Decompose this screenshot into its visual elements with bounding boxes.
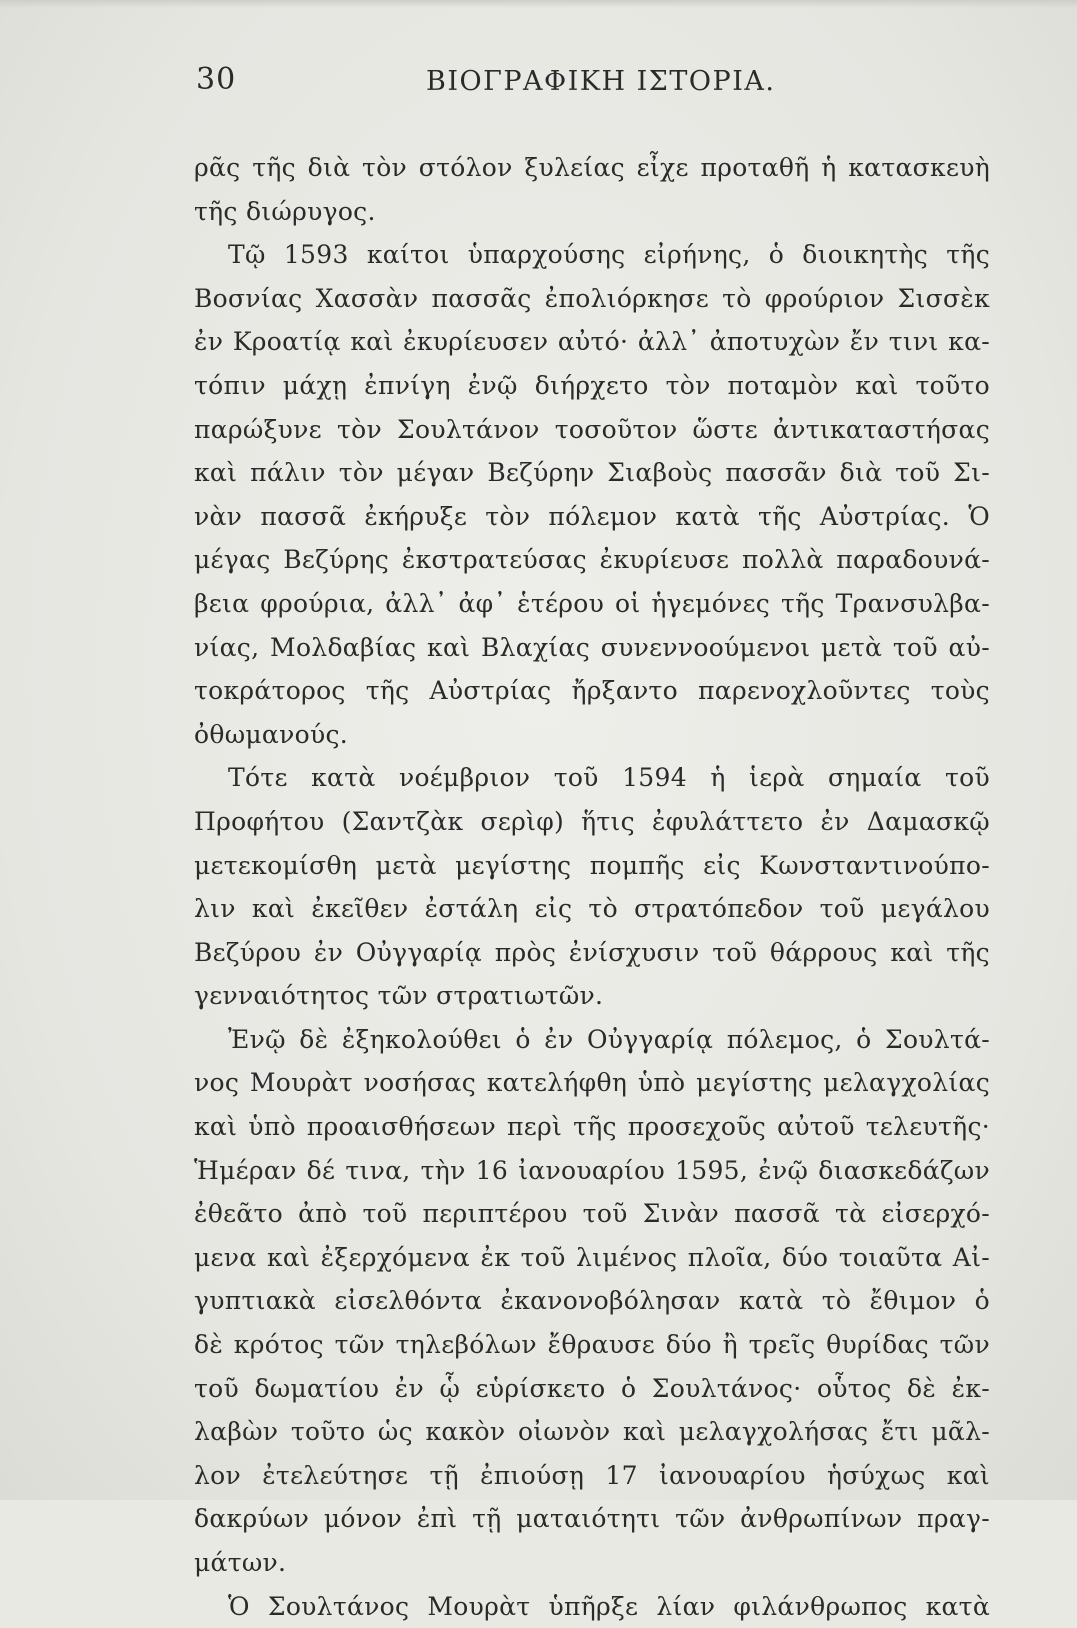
body-text [194,146,990,1628]
text-line: γενναιότητος τῶν στρατιωτῶν. [194,981,604,1011]
text-line: Τῷ 1593 καίτοι ὑπαρχούσης εἰρήνης, ὁ διοικητὴς τῆς [228,240,990,270]
text-line: μετεκομίσθη μετὰ μεγίστης πομπῆς εἰς Κωνσταντινούπο- [194,850,990,880]
text-line: δακρύων μόνον ἐπὶ τῇ ματαιότητι τῶν ἀνθρωπίνων πραγ- [194,1504,990,1534]
text-line: ἐν Κροατίᾳ καὶ ἐκυρίευσεν αὐτό· ἀλλ᾽ ἀποτυχὼν ἔν τινι κα- [194,327,990,357]
text-line: Ἡμέραν δέ τινα, τὴν 16 ἰανουαρίου 1595, ἐνῷ διασκεδάζων [194,1155,990,1185]
text-line: Βεζύρου ἐν Οὐγγαρίᾳ πρὸς ἐνίσχυσιν τοῦ θάρρους καὶ τῆς [194,937,990,967]
text-line: μέγας Βεζύρης ἐκστρατεύσας ἐκυρίευσε πολλὰ παραδουνά- [194,545,990,575]
text-line: λαβὼν τοῦτο ὡς κακὸν οἰωνὸν καὶ μελαγχολήσας ἔτι μᾶλ- [194,1417,990,1447]
text-line: λιν καὶ ἐκεῖθεν ἐστάλη εἰς τὸ στρατόπεδον τοῦ μεγάλου [194,894,990,924]
text-line: νίας, Μολδαβίας καὶ Βλαχίας συνεννοούμενοι μετὰ τοῦ αὐ- [194,632,990,662]
text-line: μενα καὶ ἐξερχόμενα ἐκ τοῦ λιμένος πλοῖα, δύο τοιαῦτα Αἰ- [194,1242,990,1272]
text-line: τοκράτορος τῆς Αὐστρίας ἤρξαντο παρενοχλοῦντες τοὺς [194,676,990,706]
text-line: παρώξυνε τὸν Σουλτάνον τοσοῦτον ὥστε ἀντικαταστήσας [194,414,990,444]
text-line: νὰν πασσᾶ ἐκήρυξε τὸν πόλεμον κατὰ τῆς Αὐστρίας. Ὁ [194,501,990,531]
text-line: Προφήτου (Σαντζὰκ σερὶφ) ἥτις ἐφυλάττετο ἐν Δαμασκῷ [194,806,990,836]
text-line: ρᾶς τῆς διὰ τὸν στόλον ξυλείας εἶχε προταθῆ ἡ κατασκευὴ [194,153,990,182]
text-line: δὲ κρότος τῶν τηλεβόλων ἔθραυσε δύο ἢ τρεῖς θυρίδας τῶν [194,1330,990,1360]
text-line: Τότε κατὰ νοέμβριον τοῦ 1594 ἡ ἱερὰ σημαία τοῦ [228,763,990,793]
text-line: καὶ ὑπὸ προαισθήσεων περὶ τῆς προσεχοῦς αὐτοῦ τελευτῆς· [194,1112,990,1142]
text-line: νος Μουρὰτ νοσήσας κατελήφθη ὑπὸ μεγίστης μελαγχολίας [194,1068,990,1098]
text-line: τῆς διώρυγος. [194,196,376,226]
page-header [196,62,776,112]
text-line: μάτων. [194,1548,287,1577]
text-line: Ὁ Σουλτάνος Μουρὰτ ὑπῆρξε λίαν φιλάνθρωπος κατὰ [228,1591,990,1621]
page-top-edge [0,0,1077,8]
text-line: λον ἐτελεύτησε τῇ ἐπιούσῃ 17 ἰανουαρίου ἡσύχως καὶ [194,1460,990,1490]
text-line: γυπτιακὰ εἰσελθόντα ἐκανονοβόλησαν κατὰ τὸ ἔθιμον ὁ [194,1286,990,1316]
text-line: ἐθεᾶτο ἀπὸ τοῦ περιπτέρου τοῦ Σινὰν πασσᾶ τὰ εἰσερχό- [194,1199,990,1229]
text-line: τόπιν μάχῃ ἐπνίγη ἐνῷ διήρχετο τὸν ποταμὸν καὶ τοῦτο [194,370,990,400]
text-line: Ἐνῷ δὲ ἐξηκολούθει ὁ ἐν Οὐγγαρίᾳ πόλεμος, ὁ Σουλτά- [228,1024,990,1054]
text-line: τοῦ δωματίου ἐν ᾧ εὑρίσκετο ὁ Σουλτάνος· οὗτος δὲ ἐκ- [194,1373,990,1403]
text-line: βεια φρούρια, ἀλλ᾽ ἀφ᾽ ἑτέρου οἱ ἡγεμόνες τῆς Τρανσυλβα- [194,588,990,618]
text-line: Βοσνίας Χασσὰν πασσᾶς ἐπολιόρκησε τὸ φρούριον Σισσὲκ [194,283,990,313]
text-line: καὶ πάλιν τὸν μέγαν Βεζύρην Σιαβοὺς πασσᾶν διὰ τοῦ Σι- [194,458,990,488]
text-line: ὀθωμανούς. [194,719,349,749]
running-title: ΒΙΟΓΡΑΦΙΚΗ ΙΣΤΟΡΙΑ. [426,66,776,97]
page-number: 30 [196,62,237,97]
